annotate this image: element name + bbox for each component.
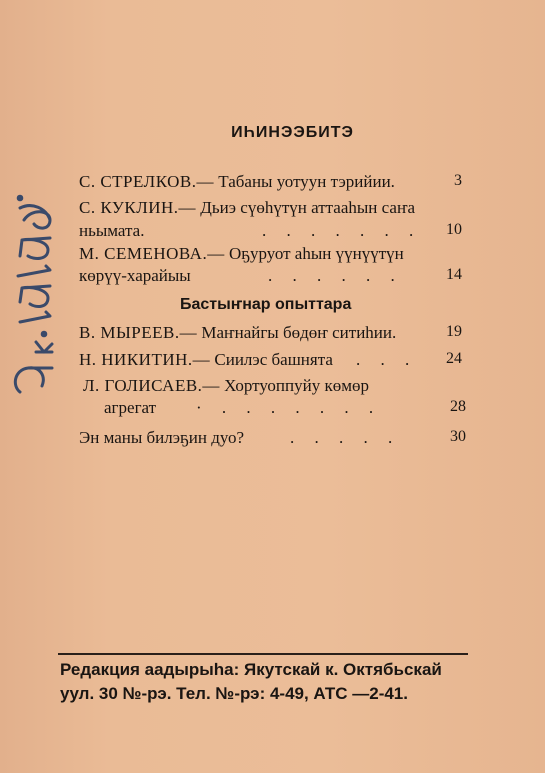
toc-title-continuation: көрүү-харайыы bbox=[79, 266, 191, 285]
toc-leader-dots: . . . bbox=[356, 350, 418, 369]
toc-entry bbox=[79, 198, 415, 218]
contents-heading: ИҺИНЭЭБИТЭ bbox=[231, 124, 354, 141]
toc-title-continuation: ньымата. bbox=[79, 221, 145, 240]
toc-author: С. СТРЕЛКОВ.— bbox=[79, 172, 214, 191]
toc-title: Маҥнайгы бөдөҥ ситиһии. bbox=[201, 323, 397, 342]
toc-author: Н. НИКИТИН.— bbox=[79, 350, 211, 369]
toc-title: Дьиэ сүөһүтүн аттааһын саҥа bbox=[200, 198, 416, 217]
toc-page-number: 19 bbox=[446, 323, 462, 340]
toc-author: В. МЫРЕЕВ.— bbox=[79, 323, 198, 342]
toc-entry bbox=[79, 244, 404, 264]
toc-leader-dots: . . . . . . bbox=[268, 266, 403, 285]
toc-page-number: 14 bbox=[446, 266, 462, 283]
toc-page-number: 30 bbox=[450, 428, 466, 445]
toc-leader-dots: . . . . . . . bbox=[262, 221, 422, 240]
toc-leader-dots: . . . . . bbox=[290, 428, 401, 447]
toc-title: Хортуоппуйу көмөр bbox=[224, 376, 369, 395]
toc-entry bbox=[79, 323, 396, 343]
section-heading: Бастыҥнар опыттара bbox=[180, 296, 352, 313]
editorial-address-line-2: уул. 30 №-рэ. Тел. №-рэ: 4-49, АТС —2-41. bbox=[60, 684, 408, 703]
toc-page-number: 24 bbox=[446, 350, 462, 367]
toc-author: С. КУКЛИН.— bbox=[79, 198, 197, 217]
toc-author: М. СЕМЕНОВА.— bbox=[79, 244, 225, 263]
footer-rule bbox=[58, 653, 468, 655]
toc-page-number: 10 bbox=[446, 221, 462, 238]
toc-leader-dots: · . . . . . . . bbox=[196, 398, 382, 417]
toc-author: Л. ГОЛИСАЕВ.— bbox=[83, 376, 220, 395]
toc-entry: Эн маны билэҕин дуо? bbox=[79, 428, 245, 447]
editorial-address-line-1: Редакция аадырыһа: Якутскай к. Октябьскай bbox=[60, 660, 442, 679]
toc-page-number: 28 bbox=[450, 398, 466, 415]
handwritten-library-mark bbox=[6, 180, 60, 395]
toc-entry bbox=[79, 350, 333, 370]
toc-title-continuation: агрегат bbox=[104, 398, 157, 417]
toc-page-number: 3 bbox=[454, 172, 462, 189]
toc-title: Сиилэс башнята bbox=[214, 350, 333, 369]
toc-title: Оҕуруот аһын үүнүүтүн bbox=[228, 244, 404, 263]
toc-entry bbox=[83, 376, 369, 396]
toc-entry bbox=[79, 172, 395, 192]
toc-title: Табаны уотуун тэрийии. bbox=[218, 172, 395, 191]
